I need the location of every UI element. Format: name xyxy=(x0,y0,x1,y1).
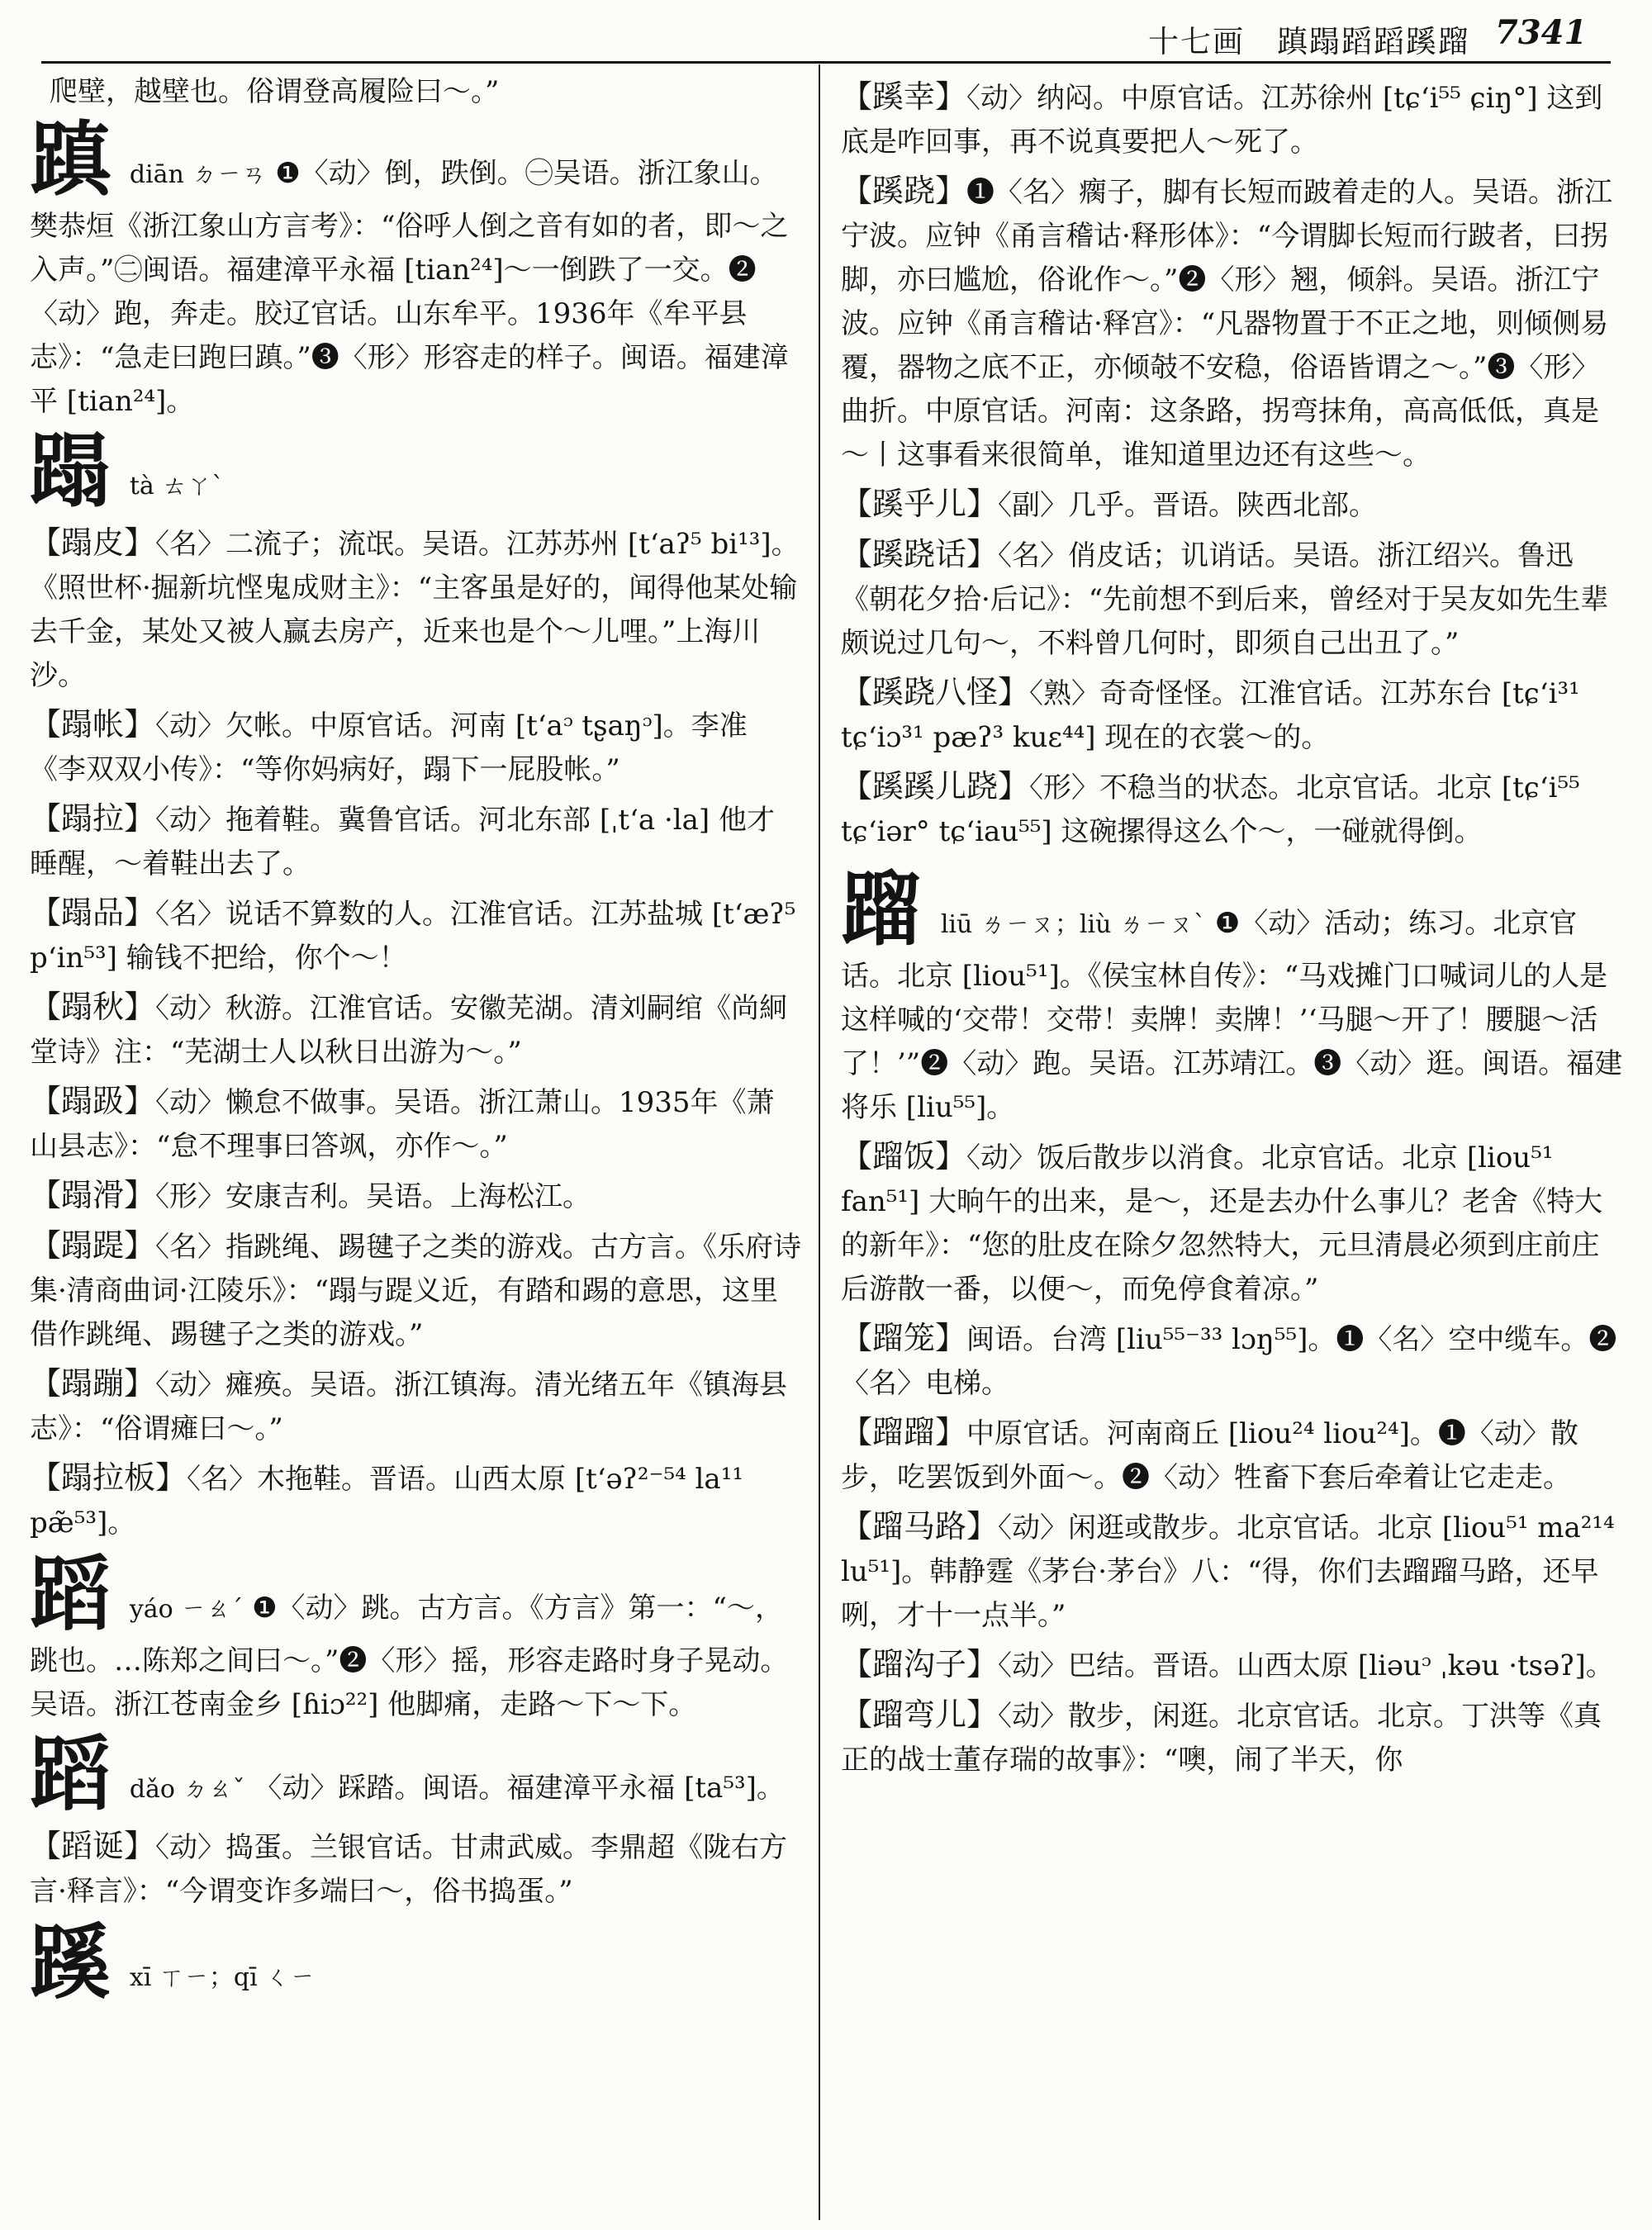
dictionary-entry xyxy=(841,169,1626,477)
head-pinyin: liū ㄌㄧㄡ；liù ㄌㄧㄡˋ xyxy=(940,910,1206,939)
dictionary-entry xyxy=(30,1174,802,1219)
dictionary-entry xyxy=(841,1505,1626,1638)
entry-term: 【蹊幸】 xyxy=(841,78,967,115)
entry-definition: 〈动〉拖着鞋。冀鲁官话。河北东部 [ˌtʻa ·la] 他才睡醒，～着鞋出去了。 xyxy=(30,804,776,880)
entry-definition: 〈形〉不稳当的状态。北京官话。北京 [tɕʻi⁵⁵ tɕʻiər° tɕʻiau⁵⁵] 这碗摞得这么个～，一碰就得倒。 xyxy=(841,771,1580,848)
head-char: 蹓 xyxy=(841,863,923,957)
entry-term: 【蹋蹦】 xyxy=(30,1365,156,1402)
dictionary-entry xyxy=(30,1362,802,1451)
entry-definition: 〈动〉秋游。江淮官话。安徽芜湖。清刘嗣绾《尚絅堂诗》注：“芜湖士人以秋日出游为～。” xyxy=(30,992,788,1069)
entry-term: 【蹋拉板】 xyxy=(30,1459,188,1496)
dictionary-entry xyxy=(30,1079,802,1169)
head-pinyin: tà ㄊㄚˋ xyxy=(129,472,225,501)
dictionary-entry xyxy=(841,482,1626,528)
head-entry-xi xyxy=(30,1916,802,2010)
entry-definition: 〈动〉散步，闲逛。北京官话。北京。丁洪等《真正的战士董存瑞的故事》：“噢，闹了半天，你 xyxy=(841,1700,1602,1777)
entry-definition: 〈名〉说话不算数的人。江淮官话。江苏盐城 [tʻæʔ⁵ pʻin⁵³] 输钱不把给，你个～！ xyxy=(30,898,796,975)
dictionary-entry xyxy=(841,671,1626,760)
entry-definition: 〈名〉二流子；流氓。吴语。江苏苏州 [tʻaʔ⁵ bi¹³]。《照世杯·掘新坑悭鬼成财主》：“主客虽是好的，闻得他某处输去千金，某处又被人赢去房产，近来也是个～儿哩。”上海川沙。 xyxy=(30,528,800,692)
entry-term: 【蹋滑】 xyxy=(30,1177,156,1213)
head-char: 蹎 xyxy=(30,113,112,207)
dictionary-entry xyxy=(841,1693,1626,1782)
entry-term: 【蹓马路】 xyxy=(841,1508,999,1544)
entry-definition: 闽语。台湾 [liu⁵⁵⁻³³ lɔŋ⁵⁵]。❶〈名〉空中缆车。❷〈名〉电梯。 xyxy=(841,1323,1617,1400)
dictionary-entry xyxy=(30,703,802,792)
header-section-title: 十七画 蹎蹋蹈蹈蹊蹓 xyxy=(1148,24,1470,59)
right-column xyxy=(841,70,1626,2222)
dictionary-entry xyxy=(841,1135,1626,1312)
dao-entry-list xyxy=(30,1824,802,1914)
left-column xyxy=(30,70,802,2222)
entry-definition: 〈动〉懒怠不做事。吴语。浙江萧山。1935年《萧山县志》：“怠不理事曰答飒，亦作～。” xyxy=(30,1086,775,1163)
entry-definition: 〈名〉指跳绳、踢毽子之类的游戏。古方言。《乐府诗集·清商曲词·江陵乐》：“蹋与踶义近，有踏和踢的意思，这里借作跳绳、踢毽子之类的游戏。” xyxy=(30,1231,802,1351)
entry-term: 【蹋拉】 xyxy=(30,800,156,837)
dictionary-entry xyxy=(30,1456,802,1545)
head-char: 蹈 xyxy=(30,1548,112,1642)
entry-definition: 〈动〉欠帐。中原官话。河南 [tʻaᵓ tʂaŋᵓ]。李准《李双双小传》：“等你妈病好，蹋下一屁股帐。” xyxy=(30,709,748,786)
dictionary-entry xyxy=(30,891,802,980)
entry-definition: 〈名〉俏皮话；讥诮话。吴语。浙江绍兴。鲁迅《朝花夕拾·后记》：“先前想不到后来，曾经对于吴友如先生辈颇说过几句～，不料曾几何时，即须自己出丑了。” xyxy=(841,539,1609,660)
dictionary-entry xyxy=(841,533,1626,666)
entry-definition: 〈动〉饭后散步以消食。北京官话。北京 [liou⁵¹ fan⁵¹] 大晌午的出来，是～，还是去办什么事儿？老舍《特大的新年》：“您的肚皮在除夕忽然特大，元旦清晨必须到庄前庄后游散一番，以便～，而免停食着凉。” xyxy=(841,1141,1603,1306)
head-pinyin: dǎo ㄉㄠˇ xyxy=(129,1775,245,1804)
head-entry-yao xyxy=(30,1550,802,1727)
dictionary-entry xyxy=(30,985,802,1075)
dictionary-entry xyxy=(30,1224,802,1357)
head-entry-dian xyxy=(30,113,802,424)
dictionary-entry xyxy=(30,1824,802,1914)
entry-term: 【蹋品】 xyxy=(30,894,156,931)
xi-entry-list xyxy=(841,75,1626,854)
head-pinyin: yáo ㄧㄠˊ xyxy=(129,1595,244,1624)
head-pinyin: diān ㄉㄧㄢ xyxy=(129,160,267,189)
liu-entry-list xyxy=(841,1135,1626,1782)
dictionary-entry xyxy=(841,1411,1626,1500)
entry-term: 【蹓蹓】 xyxy=(841,1414,967,1450)
head-pinyin: xī ㄒㄧ；qī ㄑㄧ xyxy=(129,1963,316,1992)
entry-definition: 〈形〉安康吉利。吴语。上海松江。 xyxy=(155,1180,591,1213)
entry-term: 【蹋趿】 xyxy=(30,1083,156,1119)
entry-term: 【蹊跷话】 xyxy=(841,536,999,572)
dictionary-entry xyxy=(30,797,802,886)
entry-term: 【蹓弯儿】 xyxy=(841,1696,999,1733)
entry-term: 【蹋踶】 xyxy=(30,1227,156,1264)
entry-definition: 中原官话。河南商丘 [liou²⁴ liou²⁴]。❶〈动〉散步，吃罢饭到外面～。❷〈动〉牲畜下套后牵着让它走走。 xyxy=(841,1417,1578,1494)
entry-term: 【蹊跷】 xyxy=(841,173,967,209)
dictionary-entry xyxy=(841,1317,1626,1406)
ta-entry-list xyxy=(30,521,802,1545)
entry-definition: 〈动〉瘫痪。吴语。浙江镇海。清光绪五年《镇海县志》：“俗谓瘫曰～。” xyxy=(30,1369,788,1445)
head-char: 蹈 xyxy=(30,1728,112,1822)
head-entry-dao xyxy=(30,1730,802,1820)
head-definition: ❶〈动〉跳。古方言。《方言》第一：“～，跳也。…陈郑之间曰～。”❷〈形〉摇，形容走路时身子晃动。吴语。浙江苍南金乡 [ɦiɔ²²] 他脚痛，走路～下～下。 xyxy=(30,1592,789,1721)
dictionary-entry xyxy=(841,75,1626,164)
entry-definition: ❶〈名〉瘸子，脚有长短而跛着走的人。吴语。浙江宁波。应钟《甬言稽诂·释形体》：“今谓脚长短而行跛者，曰拐脚，亦曰尴尬，俗讹作～。”❷〈形〉翘，倾斜。吴语。浙江宁波。应钟《甬言稽诂·释宫》：“凡器物置于不正之地，则倾侧易覆，器物之底不正，亦倾攲不安稳，俗语皆谓之～。”❸〈形〉曲折。中原官话。河南：这条路，拐弯抹角，高高低低，真是～丨这事看来很简单，谁知道里边还有这些～。 xyxy=(841,176,1613,472)
entry-term: 【蹋皮】 xyxy=(30,524,156,561)
entry-term: 【蹓饭】 xyxy=(841,1138,967,1174)
header-rule xyxy=(41,61,1611,64)
entry-definition: 〈动〉纳闷。中原官话。江苏徐州 [tɕʻi⁵⁵ ɕiŋ°] 这到底是咋回事，再不说真要把人～死了。 xyxy=(841,82,1603,159)
column-divider xyxy=(819,64,820,2220)
head-entry-liu xyxy=(841,863,1626,1130)
head-char: 蹊 xyxy=(30,1916,112,2010)
entry-definition: 〈动〉巴结。晋语。山西太原 [liəuᵓ ˌkəu ·tsəʔ]。 xyxy=(998,1649,1614,1682)
entry-term: 【蹋秋】 xyxy=(30,989,156,1025)
entry-definition: 〈动〉捣蛋。兰银官话。甘肃武威。李鼎超《陇右方言·释言》：“今谓变诈多端曰～，俗书捣蛋。” xyxy=(30,1831,788,1908)
head-definition: ❶〈动〉活动；练习。北京官话。北京 [liou⁵¹]。《侯宝林自传》：“马戏摊门口喊词儿的人是这样喊的‘交带！交带！卖牌！卖牌！’‘马腿～开了！腰腿～活了！’”❷〈动〉跑。吴语。江苏靖江。❸〈动〉逛。闽语。福建将乐 [liu⁵⁵]。 xyxy=(841,907,1623,1124)
entry-definition: 〈名〉木拖鞋。晋语。山西太原 [tʻəʔ²⁻⁵⁴ la¹¹ pæ̃⁵³]。 xyxy=(30,1463,743,1540)
entry-term: 【蹈诞】 xyxy=(30,1828,156,1864)
head-entry-ta xyxy=(30,425,802,519)
entry-term: 【蹊跷八怪】 xyxy=(841,674,1030,710)
dictionary-entry xyxy=(30,521,802,698)
entry-term: 【蹓沟子】 xyxy=(841,1646,999,1682)
head-definition: 〈动〉踩踏。闽语。福建漳平永福 [ta⁵³]。 xyxy=(254,1772,785,1805)
entry-definition: 〈副〉几乎。晋语。陕西北部。 xyxy=(998,489,1378,522)
page-header xyxy=(0,0,1652,66)
entry-definition: 〈熟〉奇奇怪怪。江淮官话。江苏东台 [tɕʻi³¹ tɕʻiɔ³¹ pæʔ³ kuɛ⁴⁴] 现在的衣裳～的。 xyxy=(841,677,1580,754)
entry-term: 【蹊乎儿】 xyxy=(841,486,999,522)
head-definition: ❶〈动〉倒，跌倒。㊀吴语。浙江象山。樊恭烜《浙江象山方言考》：“俗呼人倒之音有如的者，即～之入声。”㊁闽语。福建漳平永福 [tian²⁴]～一倒跌了一交。❷〈动〉跑，奔走。胶辽官话。山东牟平。1936年《牟平县志》：“急走曰跑曰蹎。”❸〈形〉形容走的样子。闽语。福建漳平 [tian²⁴]。 xyxy=(30,157,789,418)
dictionary-entry xyxy=(841,765,1626,854)
entry-term: 【蹋帐】 xyxy=(30,706,156,743)
page-number: 7341 xyxy=(1495,13,1588,52)
entry-term: 【蹓笼】 xyxy=(841,1320,967,1356)
continuation-text: 爬壁，越壁也。俗谓登高履险曰～。” xyxy=(50,75,500,108)
entry-definition: 〈动〉闲逛或散步。北京官话。北京 [liou⁵¹ ma²¹⁴ lu⁵¹]。韩静霆《茅台·茅台》八：“得，你们去蹓蹓马路，还早咧，才十一点半。” xyxy=(841,1511,1615,1632)
dictionary-entry xyxy=(841,1643,1626,1688)
head-char: 蹋 xyxy=(30,425,112,519)
entry-term: 【蹊蹊儿跷】 xyxy=(841,768,1030,804)
